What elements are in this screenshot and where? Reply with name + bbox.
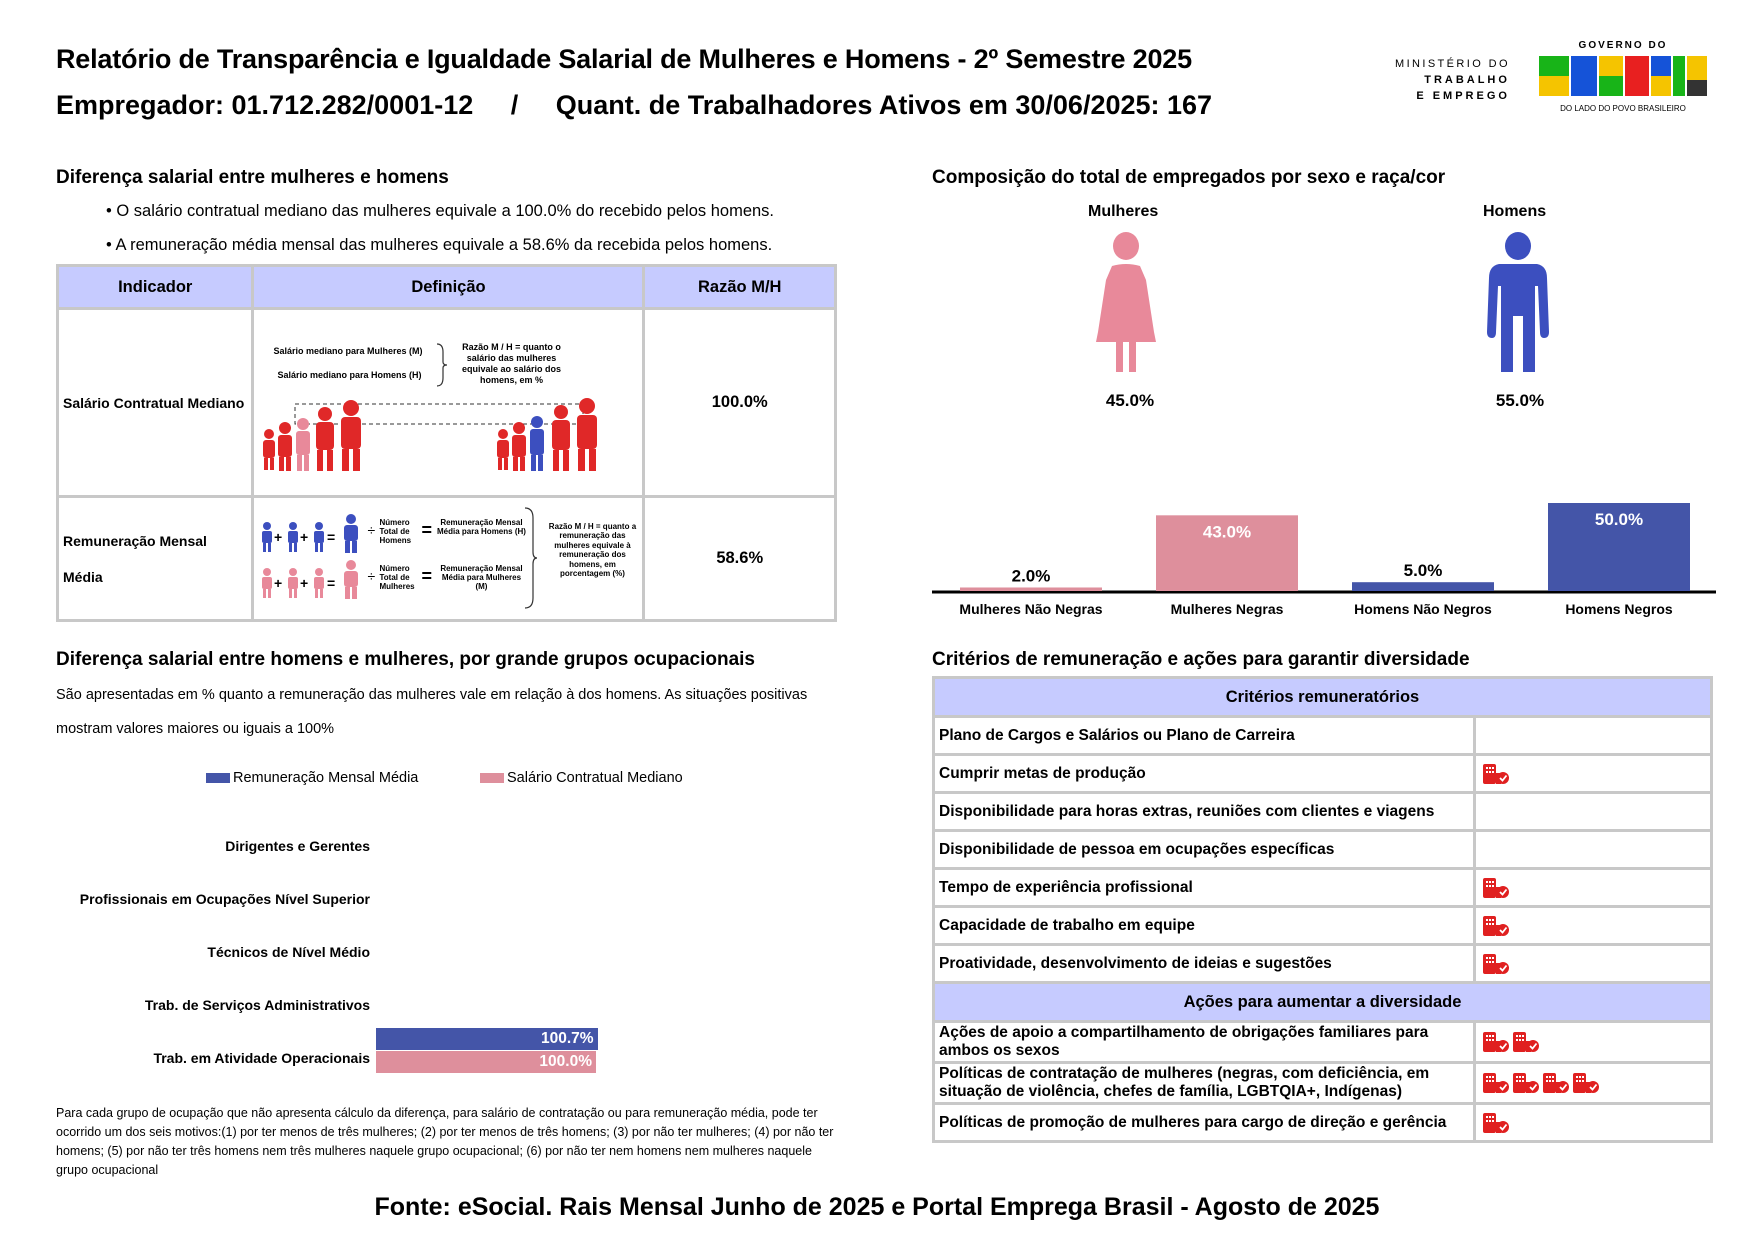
table-row — [934, 717, 1712, 755]
svg-text:+: + — [300, 574, 309, 591]
ratio-avg: 58.6% — [644, 497, 836, 621]
header-razao: Razão M/H — [644, 266, 836, 309]
bar-mulheres-não-negras — [960, 587, 1102, 591]
table-row — [934, 1022, 1712, 1063]
svg-text:=: = — [327, 528, 336, 545]
bar-value-label: 5.0% — [1403, 561, 1443, 581]
criterion-label: Cumprir metas de produção — [934, 755, 1475, 793]
criterion-label: Proatividade, desenvolvimento de ideias e sugestões — [934, 945, 1475, 983]
race-composition-chart — [932, 480, 1716, 620]
header-indicador: Indicador — [58, 266, 253, 309]
brace-icon — [435, 342, 449, 388]
table-row — [58, 309, 836, 497]
occupation-label: Trab. de Serviços Administrativos — [144, 997, 370, 1013]
bar-value-label: 2.0% — [1011, 566, 1051, 586]
ministry-logo — [1395, 56, 1510, 104]
building-check-icon — [1512, 1032, 1540, 1052]
criterion-label: Tempo de experiência profissional — [934, 869, 1475, 907]
men-pct: 55.0% — [1495, 391, 1545, 410]
svg-text:=: = — [327, 574, 336, 591]
table-row — [934, 1104, 1712, 1142]
legend-remuneration — [206, 770, 418, 786]
building-check-icon — [1482, 916, 1510, 936]
women-figures-icon — [263, 400, 361, 471]
criterion-label: Ações de apoio a compartilhamento de obrigações familiares para ambos os sexos — [934, 1022, 1475, 1063]
occupation-label: Dirigentes e Gerentes — [225, 838, 370, 854]
svg-text:+: + — [274, 528, 283, 545]
building-check-icon — [1482, 878, 1510, 898]
men-label: Homens — [1483, 203, 1547, 220]
criteria-header — [934, 678, 1712, 717]
men-figures-icon — [497, 398, 597, 471]
def-men-median: Salário mediano para Homens (H) — [277, 369, 422, 380]
table-row — [934, 869, 1712, 907]
occupation-label: Trab. em Atividade Operacionais — [153, 1050, 370, 1066]
woman-icon — [1092, 232, 1160, 372]
table-row — [934, 755, 1712, 793]
bar-value-label: 43.0% — [1202, 522, 1252, 542]
building-check-icon — [1512, 1073, 1540, 1093]
gov-top-text: GOVERNO DO — [1578, 40, 1668, 51]
svg-text:+: + — [274, 574, 283, 591]
header-definicao: Definição — [253, 266, 644, 309]
bar-value-label: 50.0% — [1594, 510, 1644, 529]
definition-avg — [253, 497, 644, 621]
legend-swatch-pink — [480, 773, 504, 783]
table-row — [58, 497, 836, 621]
category-label: Homens Não Negros — [1354, 601, 1492, 617]
indicator-median: Salário Contratual Mediano — [58, 309, 253, 497]
category-label: Mulheres Negras — [1170, 601, 1284, 617]
criterion-icons — [1475, 793, 1712, 831]
criterion-icons — [1475, 1063, 1712, 1104]
brace-icon — [523, 506, 539, 610]
table-row — [934, 831, 1712, 869]
salary-diff-title: Diferença salarial entre mulheres e homens — [56, 167, 449, 188]
people-illustration — [255, 396, 641, 492]
def-ratio-median: Razão M / H = quanto o salário das mulheres equivale ao salário dos homens, em % — [461, 341, 561, 385]
source-footer: Fonte: eSocial. Rais Mensal Junho de 2025 e Portal Emprega Brasil - Agosto de 2025 — [374, 1193, 1380, 1221]
legend-swatch-blue — [206, 773, 230, 783]
def-ratio-avg: Razão M / H = quanto a remuneração das mulheres equivale à remuneração dos homens, em porcentagem (%) — [548, 521, 637, 578]
legend-remuneration-label: Remuneração Mensal Média — [233, 770, 419, 786]
building-check-icon — [1482, 954, 1510, 974]
formula-people-icon — [259, 514, 369, 604]
occupation-bar-remuneration: 100.7% — [376, 1028, 598, 1050]
bullet-avg-remuneration: • A remuneração média mensal das mulheres equivale a 58.6% da recebida pelos homens. — [106, 236, 773, 254]
occupation-bar-median-salary: 100.0% — [376, 1051, 596, 1073]
occupational-desc-2: mostram valores maiores ou iguais a 100% — [56, 721, 335, 737]
occupational-desc-1: São apresentadas em % quanto a remuneração das mulheres vale em relação à dos homens. As situações positivas — [56, 687, 808, 703]
def-men-count: Número Total de Homens — [379, 517, 412, 545]
def-women-median: Salário mediano para Mulheres (M) — [273, 345, 423, 356]
criterion-icons — [1475, 945, 1712, 983]
occupational-title: Diferença salarial entre homens e mulheres, por grande grupos ocupacionais — [56, 649, 755, 670]
indicator-avg: Remuneração Mensal Média — [58, 497, 253, 621]
criterion-label: Políticas de promoção de mulheres para cargo de direção e gerência — [934, 1104, 1475, 1142]
table-row — [934, 907, 1712, 945]
criterion-icons — [1475, 755, 1712, 793]
ministry-line2: TRABALHO — [1424, 74, 1510, 86]
criterion-label: Disponibilidade de pessoa em ocupações específicas — [934, 831, 1475, 869]
criterion-icons — [1475, 717, 1712, 755]
building-check-icon — [1572, 1073, 1600, 1093]
divide-sign-men: ÷ — [367, 521, 376, 538]
criteria-header-label: Critérios remuneratórios — [934, 678, 1712, 717]
occupation-label: Técnicos de Nível Médio — [207, 944, 370, 960]
criterion-icons — [1475, 869, 1712, 907]
man-icon — [1485, 232, 1551, 372]
building-check-icon — [1542, 1073, 1570, 1093]
criterion-label: Capacidade de trabalho em equipe — [934, 907, 1475, 945]
actions-header-label: Ações para aumentar a diversidade — [934, 983, 1712, 1022]
criteria-table — [932, 676, 1713, 1143]
bar-homens-não-negros — [1352, 582, 1494, 591]
divide-sign-women: ÷ — [367, 567, 376, 584]
gov-brasil-logo — [1538, 38, 1708, 118]
women-label: Mulheres — [1088, 203, 1159, 220]
ratio-median: 100.0% — [644, 309, 836, 497]
actions-header — [934, 983, 1712, 1022]
criterion-label: Plano de Cargos e Salários ou Plano de Carreira — [934, 717, 1475, 755]
criterion-icons — [1475, 907, 1712, 945]
employer-info: Empregador: 01.712.282/0001-12 / Quant. de Trabalhadores Ativos em 30/06/2025: 167 — [56, 90, 1213, 120]
composition-title: Composição do total de empregados por sexo e raça/cor — [932, 167, 1446, 188]
category-label: Homens Negros — [1565, 601, 1673, 617]
equals-sign-women: = — [421, 565, 432, 586]
criterion-label: Políticas de contratação de mulheres (negras, com deficiência, em situação de violência, chefes de família, LGBTQIA+, Indígenas) — [934, 1063, 1475, 1104]
table-row — [934, 793, 1712, 831]
ministry-line3: E EMPREGO — [1416, 90, 1510, 102]
criterion-icons — [1475, 1104, 1712, 1142]
definition-median — [253, 309, 644, 497]
def-men-avg: Remuneração Mensal Média para Homens (H) — [437, 517, 526, 536]
occupational-note: Para cada grupo de ocupação que não apresenta cálculo da diferença, para salário de contratação ou para remuneração média, pode ter ocorrido um dos seis motivos:(1) por ter menos de três mulheres; (2) por ter menos de três homens; (3) por não ter mulheres; (4) por não ter homens; (5) por não ter três homens nem três mulheres naquele grupo ocupacional; (6) por não ter nem homens nem mulheres naquele grupo ocupacional — [56, 1106, 834, 1177]
building-check-icon — [1482, 764, 1510, 784]
occupation-label: Profissionais em Ocupações Nível Superior — [79, 891, 370, 907]
criterion-icons — [1475, 1022, 1712, 1063]
criteria-title: Critérios de remuneração e ações para garantir diversidade — [932, 649, 1470, 670]
svg-text:+: + — [300, 528, 309, 545]
building-check-icon — [1482, 1113, 1510, 1133]
equals-sign-men: = — [421, 519, 432, 540]
bullet-median-salary: • O salário contratual mediano das mulheres equivale a 100.0% do recebido pelos homens. — [106, 202, 775, 220]
criterion-icons — [1475, 831, 1712, 869]
category-label: Mulheres Não Negras — [959, 601, 1103, 617]
building-check-icon — [1482, 1073, 1510, 1093]
table-row — [934, 1063, 1712, 1104]
building-check-icon — [1482, 1032, 1510, 1052]
def-women-avg: Remuneração Mensal Média para Mulheres (M) — [440, 563, 523, 591]
indicator-table — [56, 264, 837, 622]
table-row — [934, 945, 1712, 983]
legend-median-salary-label: Salário Contratual Mediano — [507, 770, 683, 786]
gov-slogan-text: DO LADO DO POVO BRASILEIRO — [1560, 104, 1686, 113]
report-title: Relatório de Transparência e Igualdade Salarial de Mulheres e Homens - 2º Semestre 2025 — [56, 44, 1192, 74]
women-pct: 45.0% — [1105, 391, 1155, 410]
def-women-count: Número Total de Mulheres — [379, 563, 415, 591]
legend-median-salary — [480, 770, 683, 786]
ministry-line1: MINISTÉRIO DO — [1395, 58, 1510, 70]
criterion-label: Disponibilidade para horas extras, reuniões com clientes e viagens — [934, 793, 1475, 831]
